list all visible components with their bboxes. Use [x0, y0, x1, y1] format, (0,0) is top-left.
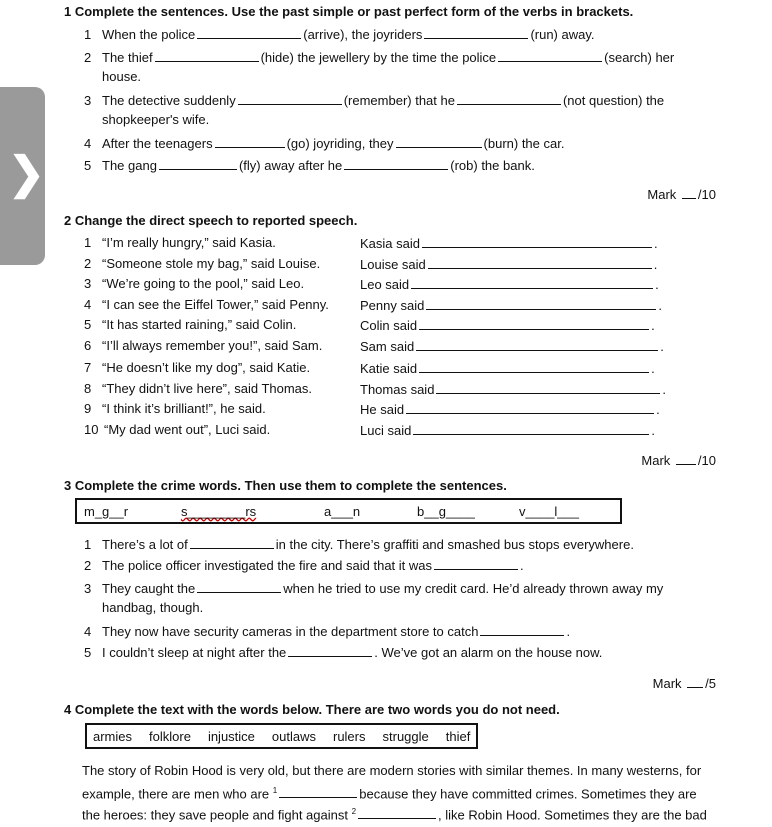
direct-speech-item: 8 “They didn’t live here”, said Thomas. [84, 381, 313, 396]
s3-item-4: 4 They now have security cameras in the department store to catch . [84, 624, 571, 639]
word-bank-item: folklore [149, 728, 191, 744]
direct-speech-item: 1 “I’m really hungry,” said Kasia. [84, 235, 276, 250]
word-bank-item: armies [93, 728, 133, 744]
s1-mark: Mark /10 [647, 187, 716, 202]
word-bank-item: struggle [382, 728, 429, 744]
word-clue: a___n [324, 503, 361, 519]
s1-item-2-cont: house. [102, 69, 142, 84]
direct-speech-item: 2 “Someone stole my bag,” said Louise. [84, 256, 321, 271]
s2-mark: Mark /10 [641, 453, 716, 468]
s3-item-1: 1 There’s a lot of in the city. There’s graffiti and smashed bus stops everywhere. [84, 537, 634, 552]
word-clue: s________rs [181, 503, 257, 519]
s1-item-2: 2 The thief (hide) the jewellery by the time the police (search) her [84, 50, 675, 65]
s3-item-3: 3 They caught the when he tried to use my credit card. He’d already thrown away my [84, 581, 664, 596]
direct-speech-item: 4 “I can see the Eiffel Tower,” said Penny. [84, 297, 329, 312]
word-clue: b__g____ [417, 503, 475, 519]
s1-item-5: 5 The gang (fly) away after he (rob) the bank. [84, 158, 535, 173]
s1-item-4: 4 After the teenagers (go) joyriding, they (burn) the car. [84, 136, 565, 151]
paragraph-line: the heroes: they save people and fight against $^2$ , like Robin Hood. Sometimes they are the bad [82, 807, 707, 823]
direct-speech-item: 10 “My dad went out”, Luci said. [84, 422, 271, 437]
s1-item-3: 3 The detective suddenly (remember) that he (not question) the [84, 93, 665, 108]
section-1-title: 1 Complete the sentences. Use the past simple or past perfect form of the verbs in brackets. [64, 4, 634, 19]
reported-speech-answer: He said . [360, 402, 660, 417]
s3-item-5: 5 I couldn’t sleep at night after the . We’ve got an alarm on the house now. [84, 645, 603, 660]
word-clue: m_g__r [84, 503, 129, 519]
s3-mark: Mark /5 [652, 676, 716, 691]
direct-speech-item: 6 “I’ll always remember you!”, said Sam. [84, 338, 323, 353]
paragraph-line: example, there are men who are $^1$ because they have committed crimes. Sometimes they are [82, 786, 697, 802]
section-3-title: 3 Complete the crime words. Then use them to complete the sentences. [64, 478, 507, 493]
section-4-title: 4 Complete the text with the words below. There are two words you do not need. [64, 702, 560, 717]
reported-speech-answer: Thomas said . [360, 382, 667, 397]
reported-speech-answer: Louise said . [360, 257, 658, 272]
direct-speech-item: 3 “We’re going to the pool,” said Leo. [84, 276, 305, 291]
reported-speech-answer: Kasia said . [360, 236, 658, 251]
reported-speech-answer: Penny said . [360, 298, 662, 313]
reported-speech-answer: Colin said . [360, 318, 655, 333]
s1-item-1: 1 When the police (arrive), the joyriders (run) away. [84, 27, 595, 42]
word-clue: v____l___ [519, 503, 579, 519]
reported-speech-answer: Luci said . [360, 423, 655, 438]
side-panel-tab[interactable] [0, 87, 45, 265]
s3-item-3-cont: handbag, though. [102, 600, 204, 615]
reported-speech-answer: Sam said . [360, 339, 664, 354]
s3-item-2: 2 The police officer investigated the fire and said that it was . [84, 558, 524, 573]
direct-speech-item: 5 “It has started raining,” said Colin. [84, 317, 297, 332]
reported-speech-answer: Katie said . [360, 361, 655, 376]
paragraph-line: The story of Robin Hood is very old, but there are modern stories with similar themes. In many westerns, for [82, 763, 702, 778]
word-bank-item: thief [445, 728, 471, 744]
direct-speech-item: 9 “I think it’s brilliant!”, he said. [84, 401, 266, 416]
direct-speech-item: 7 “He doesn’t like my dog”, said Katie. [84, 360, 311, 375]
s1-item-3-cont: shopkeeper's wife. [102, 112, 210, 127]
crime-words-box [75, 498, 622, 524]
reported-speech-answer: Leo said . [360, 277, 659, 292]
word-bank-box [85, 723, 478, 749]
chevron-right-icon: ❯ [8, 149, 45, 198]
word-bank-item: rulers [332, 728, 366, 744]
section-2-title: 2 Change the direct speech to reported speech. [64, 213, 358, 228]
word-bank-item: outlaws [271, 728, 316, 744]
word-bank-item: injustice [207, 728, 255, 744]
